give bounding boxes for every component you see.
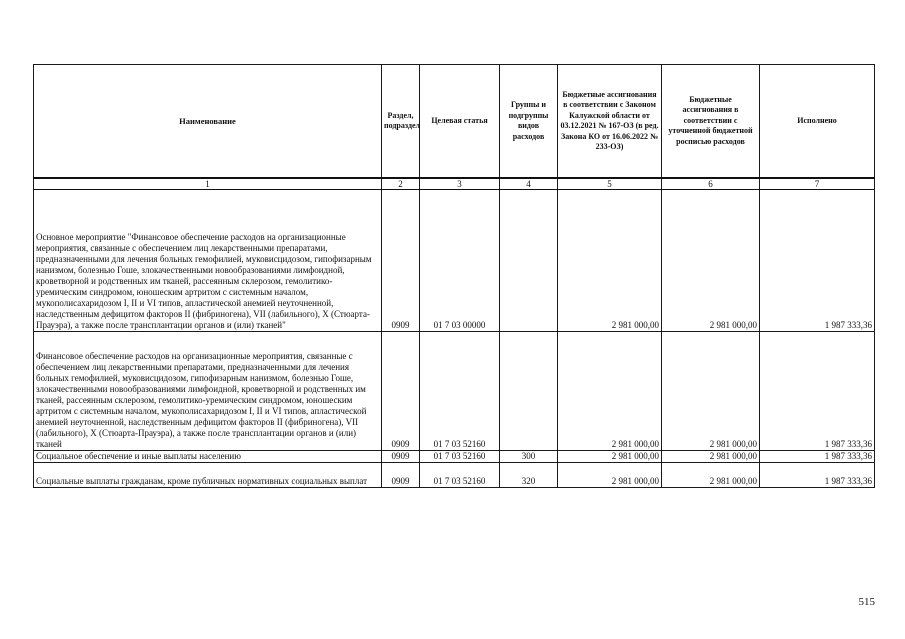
row-law-amount: 2 981 000,00 (558, 332, 662, 451)
row-group (500, 332, 558, 451)
row-name: Социальные выплаты гражданам, кроме публичных нормативных социальных выплат (34, 463, 382, 488)
header-section: Раздел, подраздел (382, 65, 420, 179)
column-number: 2 (382, 178, 420, 190)
row-target: 01 7 03 00000 (420, 190, 500, 332)
row-section: 0909 (382, 190, 420, 332)
column-number: 6 (662, 178, 760, 190)
header-groups: Группы и подгруппы видов расходов (500, 65, 558, 179)
column-number: 7 (760, 178, 875, 190)
column-number: 4 (500, 178, 558, 190)
row-executed-amount: 1 987 333,36 (760, 463, 875, 488)
row-section: 0909 (382, 451, 420, 463)
row-target: 01 7 03 52160 (420, 332, 500, 451)
table-row (34, 451, 875, 463)
row-name: Финансовое обеспечение расходов на организационные мероприятия, связанные с обеспечением лиц лекарственными препаратами, предназначенными для лечения больных гемофилией, муковисцидозом, гипофизарным нанизмом, болезнью Гоше, злокачественными новообразованиями лимфоидной, кроветворной и родственных им тканей, рассеянным склерозом, гемолитико-уремическим синдромом, юношеским артритом с системным началом, мукополисахаридозом I, II и VI типов, апластической анемией неуточненной, наследственным дефицитом факторов II (фибриногена), VII (лабильного), X (Стюарта-Прауэра), а также после трансплантации органов и (или) тканей (34, 332, 382, 451)
column-numbers-row (34, 178, 875, 190)
table-row (34, 463, 875, 488)
row-name: Социальное обеспечение и иные выплаты населению (34, 451, 382, 463)
header-target: Целевая статья (420, 65, 500, 179)
row-refined-amount: 2 981 000,00 (662, 332, 760, 451)
row-group: 320 (500, 463, 558, 488)
header-law: Бюджетные ассигнования в соответствии с Законом Калужской области от 03.12.2021 № 167-ОЗ (в ред. Закона КО от 16.06.2022 № 233-ОЗ) (558, 65, 662, 179)
row-executed-amount: 1 987 333,36 (760, 332, 875, 451)
header-executed: Исполнено (760, 65, 875, 179)
header-refined: Бюджетные ассигнования в соответствии с уточненной бюджетной росписью расходов (662, 65, 760, 179)
budget-table (33, 64, 875, 488)
header-row (34, 65, 875, 179)
row-executed-amount: 1 987 333,36 (760, 451, 875, 463)
row-law-amount: 2 981 000,00 (558, 190, 662, 332)
column-number: 3 (420, 178, 500, 190)
row-law-amount: 2 981 000,00 (558, 463, 662, 488)
row-name: Основное мероприятие "Финансовое обеспечение расходов на организационные мероприятия, связанные с обеспечением лиц лекарственными препаратами, предназначенными для лечения больных гемофилией, муковисцидозом, гипофизарным нанизмом, болезнью Гоше, злокачественными новообразованиями лимфоидной, кроветворной и родственных им тканей, рассеянным склерозом, гемолитико-уремическим синдромом, юношеским артритом с системным началом, мукополисахаридозом I, II и VI типов, апластической анемией неуточненной, наследственным дефицитом факторов II (фибриногена), VII (лабильного), X (Стюарта-Прауэра), а также после трансплантации органов и (или) тканей" (34, 190, 382, 332)
row-group (500, 190, 558, 332)
row-section: 0909 (382, 332, 420, 451)
page-number: 515 (858, 596, 875, 608)
row-target: 01 7 03 52160 (420, 451, 500, 463)
row-section: 0909 (382, 463, 420, 488)
row-group: 300 (500, 451, 558, 463)
row-executed-amount: 1 987 333,36 (760, 190, 875, 332)
table-row (34, 332, 875, 451)
column-number: 5 (558, 178, 662, 190)
table-row (34, 190, 875, 332)
row-refined-amount: 2 981 000,00 (662, 190, 760, 332)
row-refined-amount: 2 981 000,00 (662, 451, 760, 463)
row-refined-amount: 2 981 000,00 (662, 463, 760, 488)
header-name: Наименование (34, 65, 382, 179)
row-law-amount: 2 981 000,00 (558, 451, 662, 463)
column-number: 1 (34, 178, 382, 190)
row-target: 01 7 03 52160 (420, 463, 500, 488)
